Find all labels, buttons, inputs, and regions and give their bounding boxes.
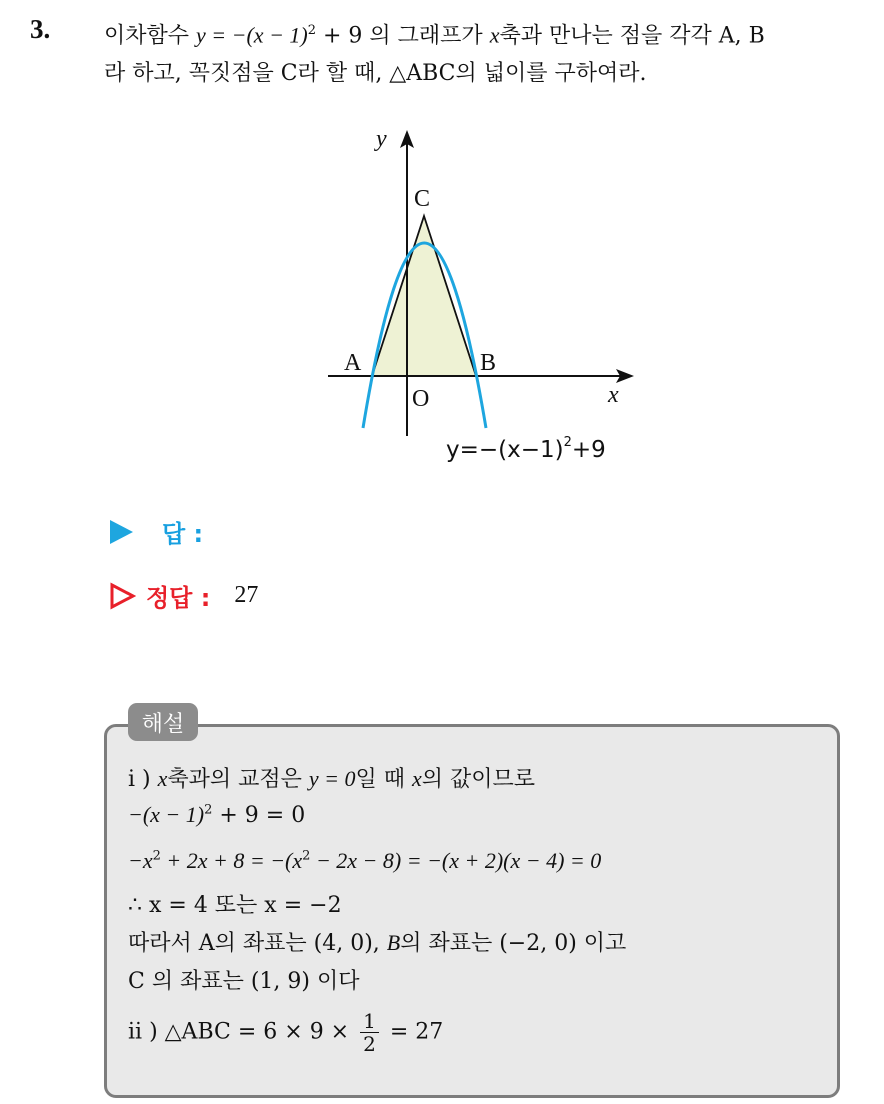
- solution-line-5: 따라서 A의 좌표는 (4, 0), B의 좌표는 (−2, 0) 이고: [128, 930, 627, 956]
- correct-answer-label: 정답 :: [146, 584, 211, 612]
- curve-equation-label: $y=-(x-1)^2+9$: [446, 435, 606, 463]
- solution-line-2: $-(x - 1)^2 + 9 = 0$: [128, 802, 306, 828]
- fraction-half: $\frac{1}{2}$: [360, 1010, 379, 1055]
- solution-line-3: $-x^2 + 2x + 8 = -(x^2 - 2x - 8) = -(x + 2)(x - 4) = 0$: [128, 848, 602, 873]
- point-a-label: A: [344, 350, 362, 376]
- play-triangle-icon: [108, 519, 134, 545]
- point-b-label: B: [480, 350, 497, 376]
- solution-line-1: i ) x축과의 교점은 y = 0일 때 x의 값이므로: [128, 766, 536, 792]
- solution-line-7: ii ) △ABC = 6 × 9 × $\frac{1}{2}$ = 27: [128, 1009, 444, 1056]
- solution-tag: 해설: [128, 703, 198, 741]
- solution-line-4: ∴ x = 4 또는 x = −2: [128, 893, 342, 918]
- correct-answer-value: 27: [234, 582, 259, 608]
- question-line-1: 이차함수 $y = -(x - 1)^2 + 9$ 의 그래프가 x축과 만나는 점을 각각 A, B: [104, 22, 765, 49]
- triangle-abc-fill: [372, 216, 476, 376]
- correct-answer-row: [108, 578, 258, 613]
- question-line-2: 라 하고, 꼭짓점을 C라 할 때, △ABC의 넓이를 구하여라.: [104, 61, 647, 87]
- origin-label: O: [412, 386, 430, 412]
- answer-label: 답 :: [162, 520, 204, 548]
- parabola-graph: [300, 110, 660, 480]
- question-text: [104, 12, 874, 93]
- point-c-label: C: [414, 186, 431, 212]
- question-number: 3.: [30, 14, 51, 44]
- y-axis-label: y: [376, 126, 387, 152]
- outline-triangle-icon: [108, 582, 136, 610]
- answer-row: [108, 514, 203, 549]
- x-axis-label: x: [608, 382, 619, 408]
- solution-line-6: C 의 좌표는 (1, 9) 이다: [128, 969, 360, 994]
